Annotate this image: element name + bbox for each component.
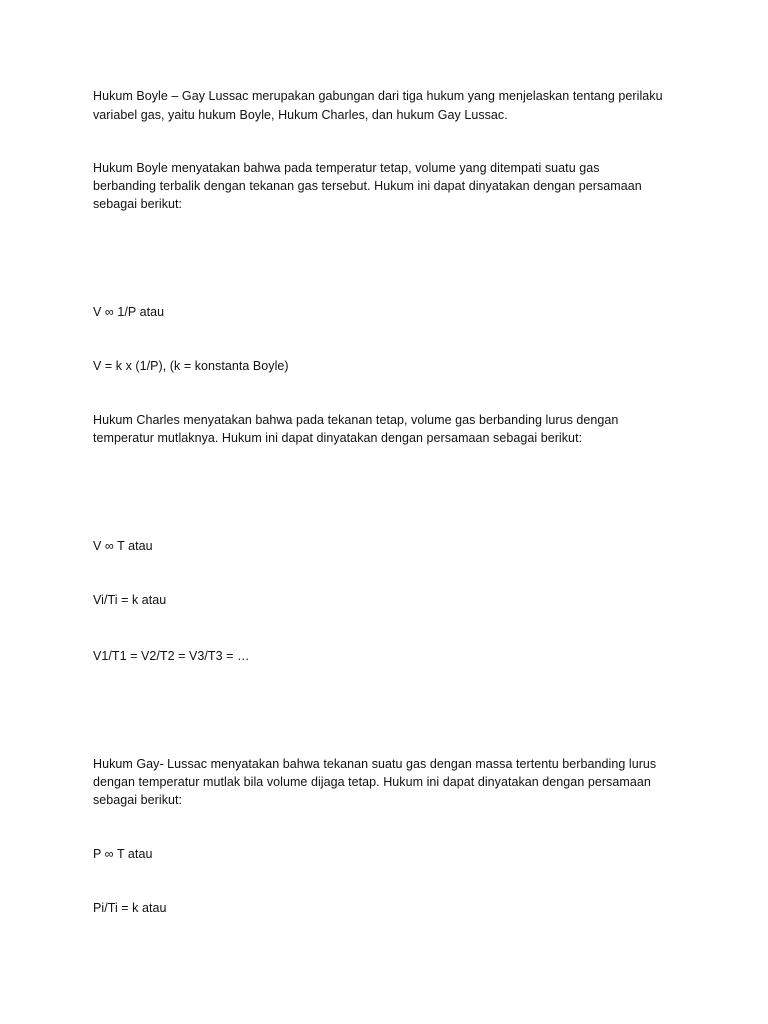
paragraph-1-line-2: variabel gas, yaitu hukum Boyle, Hukum Charles, dan hukum Gay Lussac.: [93, 108, 508, 122]
equation-charles-chain: V1/T1 = V2/T2 = V3/T3 = …: [93, 649, 250, 663]
paragraph-2-line-3: sebagai berikut:: [93, 197, 183, 211]
paragraph-2-line-2: berbanding terbalik dengan tekanan gas tersebut. Hukum ini dapat dinyatakan dengan persamaan: [93, 179, 642, 193]
paragraph-3-line-2: temperatur mutlaknya. Hukum ini dapat dinyatakan dengan persamaan sebagai berikut:: [93, 431, 583, 445]
equation-gay-lussac-constant: Pi/Ti = k atau: [93, 901, 167, 915]
equation-charles-proportional: V ∞ T atau: [93, 539, 153, 553]
equation-charles-constant: Vi/Ti = k atau: [93, 593, 167, 607]
paragraph-4-line-1: Hukum Gay- Lussac menyatakan bahwa tekanan suatu gas dengan massa tertentu berbanding lurus: [93, 757, 657, 771]
equation-boyle-proportional: V ∞ 1/P atau: [93, 305, 165, 319]
paragraph-4-line-2: dengan temperatur mutlak bila volume dijaga tetap. Hukum ini dapat dinyatakan dengan persamaan: [93, 775, 651, 789]
paragraph-1-line-1: Hukum Boyle – Gay Lussac merupakan gabungan dari tiga hukum yang menjelaskan tentang perilaku: [93, 89, 663, 103]
paragraph-3-line-1: Hukum Charles menyatakan bahwa pada tekanan tetap, volume gas berbanding lurus dengan: [93, 413, 619, 427]
paragraph-4-line-3: sebagai berikut:: [93, 793, 183, 807]
equation-boyle-constant: V = k x (1/P), (k = konstanta Boyle): [93, 359, 289, 373]
equation-gay-lussac-proportional: P ∞ T atau: [93, 847, 153, 861]
paragraph-2-line-1: Hukum Boyle menyatakan bahwa pada temperatur tetap, volume yang ditempati suatu gas: [93, 161, 600, 175]
